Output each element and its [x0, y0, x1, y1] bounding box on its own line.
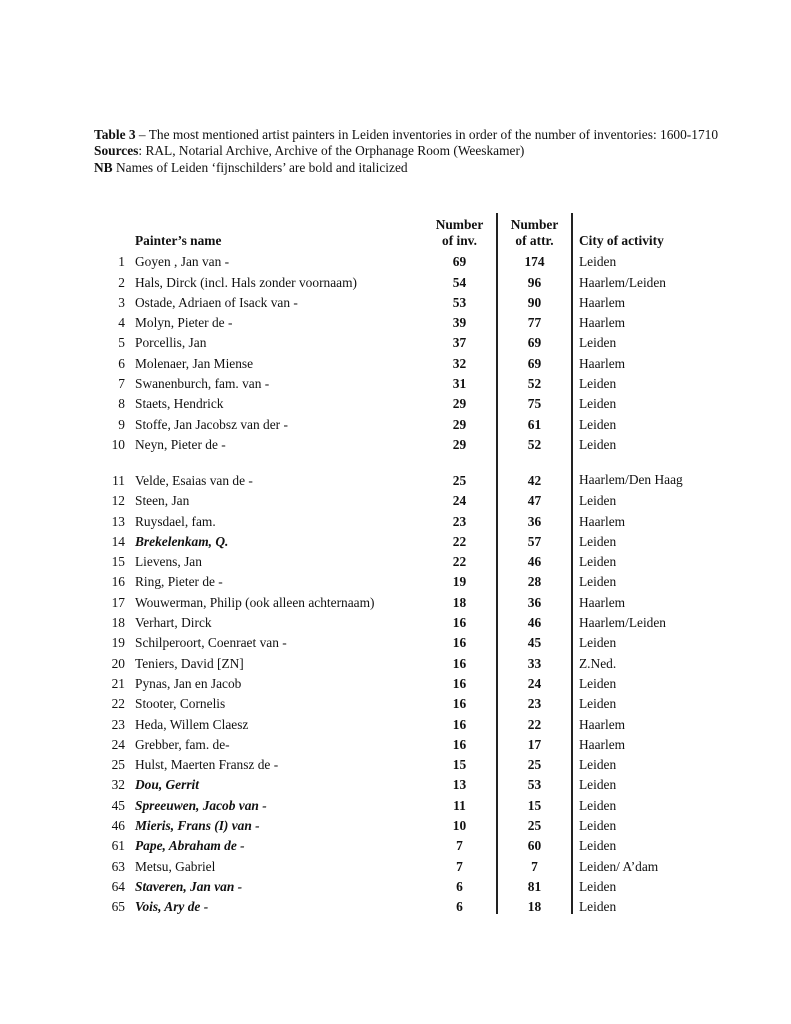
row-number-of-inv: 16 — [423, 610, 497, 630]
table-row — [100, 310, 719, 330]
row-city: Leiden/ A’dam — [579, 858, 659, 874]
row-painter-name: Velde, Esaias van de - — [135, 472, 253, 488]
table-row — [100, 894, 719, 914]
row-rank: 8 — [118, 396, 125, 412]
row-number-of-inv: 6 — [423, 874, 497, 894]
caption-sources-text: : RAL, Notarial Archive, Archive of the Orphanage Room (Weeskamer) — [138, 143, 525, 159]
row-number-of-inv: 7 — [423, 853, 497, 873]
row-painter-name: Pape, Abraham de - — [135, 838, 245, 854]
row-number-of-attr: 57 — [497, 529, 572, 549]
table-row — [100, 630, 719, 650]
row-painter-name: Teniers, David [ZN] — [135, 655, 244, 671]
row-rank: 1 — [118, 254, 125, 270]
row-painter-name: Stooter, Cornelis — [135, 696, 226, 712]
row-number-of-inv: 15 — [423, 752, 497, 772]
row-rank: 24 — [111, 736, 125, 752]
caption-sources-label: Sources — [94, 143, 139, 159]
row-rank: 46 — [111, 818, 125, 834]
row-number-of-attr: 81 — [497, 874, 572, 894]
row-painter-name: Ruysdael, fam. — [135, 513, 216, 529]
row-number-of-attr: 36 — [497, 508, 572, 528]
caption-table-text: – The most mentioned artist painters in Leiden inventories in order of the number of inventories: 1600-1710 — [135, 127, 719, 142]
row-number-of-inv: 13 — [423, 772, 497, 792]
table-row — [100, 772, 719, 792]
row-city: Leiden — [579, 635, 617, 651]
row-rank: 19 — [111, 635, 125, 651]
row-number-of-attr: 52 — [497, 432, 572, 452]
row-number-of-inv: 18 — [423, 589, 497, 609]
row-number-of-attr: 28 — [497, 569, 572, 589]
table-row — [100, 452, 719, 488]
row-number-of-inv: 31 — [423, 371, 497, 391]
row-rank: 15 — [111, 554, 125, 570]
row-rank: 10 — [111, 436, 125, 452]
row-city: Leiden — [579, 696, 617, 712]
row-number-of-attr: 36 — [497, 589, 572, 609]
row-rank: 63 — [111, 858, 125, 874]
row-painter-name: Stoffe, Jan Jacobsz van der - — [135, 416, 288, 432]
row-rank: 18 — [111, 615, 125, 631]
row-painter-name: Grebber, fam. de- — [135, 736, 230, 752]
row-painter-name: Staets, Hendrick — [135, 396, 224, 412]
row-city: Leiden — [579, 574, 617, 590]
row-number-of-attr: 96 — [497, 269, 572, 289]
row-rank: 3 — [118, 294, 125, 310]
table-row — [100, 432, 719, 452]
row-painter-name: Staveren, Jan van - — [135, 878, 243, 894]
row-city: Leiden — [579, 675, 617, 691]
table-row — [100, 732, 719, 752]
row-number-of-attr: 15 — [497, 792, 572, 812]
row-painter-name: Ring, Pieter de - — [135, 574, 223, 590]
painters-table-container — [100, 213, 719, 914]
table-row — [100, 671, 719, 691]
caption-table-label: Table 3 — [94, 127, 136, 142]
row-city: Leiden — [579, 757, 617, 773]
row-rank: 14 — [111, 533, 125, 549]
row-rank: 12 — [111, 493, 125, 509]
row-number-of-inv: 39 — [423, 310, 497, 330]
caption-nb-text: Names of Leiden ‘fijnschilders’ are bold and italicized — [112, 159, 408, 175]
row-rank: 21 — [111, 675, 125, 691]
row-rank: 5 — [118, 335, 125, 351]
row-rank: 4 — [118, 315, 125, 331]
table-caption — [94, 127, 734, 176]
row-city: Leiden — [579, 777, 617, 793]
row-number-of-attr: 69 — [497, 350, 572, 370]
table-row — [100, 529, 719, 549]
row-painter-name: Vois, Ary de - — [135, 899, 209, 915]
row-city: Leiden — [579, 818, 617, 834]
row-painter-name: Wouwerman, Philip (ook alleen achternaam) — [135, 594, 375, 610]
row-number-of-attr: 22 — [497, 711, 572, 731]
row-number-of-attr: 77 — [497, 310, 572, 330]
row-city: Leiden — [579, 416, 617, 432]
table-row — [100, 269, 719, 289]
row-rank: 22 — [111, 696, 125, 712]
table-row — [100, 549, 719, 569]
row-number-of-inv: 16 — [423, 630, 497, 650]
row-city: Haarlem/Leiden — [579, 274, 666, 290]
row-number-of-inv: 54 — [423, 269, 497, 289]
row-city: Leiden — [579, 493, 617, 509]
row-number-of-inv: 29 — [423, 432, 497, 452]
row-city: Leiden — [579, 376, 617, 392]
row-number-of-inv: 19 — [423, 569, 497, 589]
row-rank: 32 — [111, 777, 125, 793]
row-number-of-attr: 46 — [497, 610, 572, 630]
row-number-of-inv: 25 — [423, 452, 497, 488]
caption-nb-label: NB — [94, 159, 113, 175]
row-number-of-attr: 174 — [497, 249, 572, 269]
table-row — [100, 752, 719, 772]
row-painter-name: Mieris, Frans (I) van - — [135, 818, 260, 834]
row-number-of-inv: 11 — [423, 792, 497, 812]
row-city: Leiden — [579, 878, 617, 894]
row-city: Leiden — [579, 254, 617, 270]
row-number-of-inv: 29 — [423, 391, 497, 411]
row-number-of-inv: 16 — [423, 691, 497, 711]
row-rank: 11 — [112, 472, 125, 488]
row-painter-name: Porcellis, Jan — [135, 335, 207, 351]
row-rank: 45 — [111, 797, 125, 813]
row-city: Leiden — [579, 436, 617, 452]
row-painter-name: Lievens, Jan — [135, 554, 202, 570]
header-painter-name: Painter’s name — [135, 233, 222, 248]
row-painter-name: Brekelenkam, Q. — [135, 533, 229, 549]
row-rank: 20 — [111, 655, 125, 671]
row-number-of-inv: 23 — [423, 508, 497, 528]
table-header-row — [100, 213, 719, 249]
row-number-of-attr: 7 — [497, 853, 572, 873]
row-city: Haarlem — [579, 513, 626, 529]
row-number-of-attr: 18 — [497, 894, 572, 914]
row-city: Leiden — [579, 554, 617, 570]
row-rank: 6 — [118, 355, 125, 371]
row-painter-name: Steen, Jan — [135, 493, 190, 509]
painters-table — [100, 213, 719, 914]
header-number-of-inv — [423, 213, 497, 249]
row-city: Leiden — [579, 899, 617, 915]
row-number-of-attr: 60 — [497, 833, 572, 853]
header-inv-line2: of inv. — [442, 233, 477, 248]
row-rank: 17 — [111, 594, 125, 610]
row-painter-name: Molyn, Pieter de - — [135, 315, 233, 331]
row-number-of-inv: 22 — [423, 549, 497, 569]
row-city: Leiden — [579, 838, 617, 854]
row-number-of-attr: 25 — [497, 752, 572, 772]
row-number-of-attr: 46 — [497, 549, 572, 569]
row-painter-name: Swanenburch, fam. van - — [135, 376, 270, 392]
header-attr-line2: of attr. — [515, 233, 554, 248]
row-number-of-inv: 7 — [423, 833, 497, 853]
row-number-of-attr: 52 — [497, 371, 572, 391]
row-number-of-attr: 53 — [497, 772, 572, 792]
row-number-of-inv: 16 — [423, 711, 497, 731]
table-row — [100, 391, 719, 411]
row-painter-name: Heda, Willem Claesz — [135, 716, 249, 732]
row-number-of-inv: 53 — [423, 290, 497, 310]
row-rank: 61 — [111, 838, 125, 854]
table-row — [100, 508, 719, 528]
table-row — [100, 589, 719, 609]
row-number-of-inv: 69 — [423, 249, 497, 269]
row-number-of-inv: 22 — [423, 529, 497, 549]
table-row — [100, 610, 719, 630]
row-rank: 9 — [118, 416, 125, 432]
header-attr-line1: Number — [510, 217, 559, 232]
row-number-of-inv: 6 — [423, 894, 497, 914]
table-row — [100, 330, 719, 350]
row-city: Haarlem — [579, 716, 626, 732]
row-number-of-inv: 16 — [423, 671, 497, 691]
row-city: Haarlem — [579, 355, 626, 371]
row-painter-name: Ostade, Adriaen of Isack van - — [135, 294, 298, 310]
row-number-of-attr: 61 — [497, 411, 572, 431]
table-body — [100, 249, 719, 914]
row-rank: 64 — [111, 878, 125, 894]
row-painter-name: Hals, Dirck (incl. Hals zonder voornaam) — [135, 274, 357, 290]
table-row — [100, 350, 719, 370]
row-number-of-inv: 32 — [423, 350, 497, 370]
row-city: Haarlem — [579, 736, 626, 752]
row-city: Leiden — [579, 396, 617, 412]
table-row — [100, 488, 719, 508]
row-painter-name: Schilperoort, Coenraet van - — [135, 635, 287, 651]
row-number-of-attr: 23 — [497, 691, 572, 711]
table-row — [100, 249, 719, 269]
row-number-of-attr: 25 — [497, 813, 572, 833]
table-row — [100, 792, 719, 812]
row-painter-name: Neyn, Pieter de - — [135, 436, 226, 452]
row-rank: 2 — [118, 274, 125, 290]
table-row — [100, 833, 719, 853]
table-row — [100, 813, 719, 833]
row-painter-name: Metsu, Gabriel — [135, 858, 216, 874]
row-city: Z.Ned. — [579, 655, 617, 671]
row-number-of-attr: 69 — [497, 330, 572, 350]
row-rank: 7 — [118, 376, 125, 392]
row-painter-name: Molenaer, Jan Miense — [135, 355, 254, 371]
row-number-of-inv: 10 — [423, 813, 497, 833]
row-number-of-attr: 33 — [497, 650, 572, 670]
table-row — [100, 853, 719, 873]
row-city: Haarlem — [579, 594, 626, 610]
row-painter-name: Pynas, Jan en Jacob — [135, 675, 242, 691]
table-row — [100, 290, 719, 310]
table-row — [100, 691, 719, 711]
table-row — [100, 650, 719, 670]
table-row — [100, 569, 719, 589]
row-city: Haarlem — [579, 294, 626, 310]
row-number-of-attr: 90 — [497, 290, 572, 310]
row-painter-name: Hulst, Maerten Fransz de - — [135, 757, 279, 773]
row-number-of-inv: 16 — [423, 650, 497, 670]
table-row — [100, 371, 719, 391]
table-row — [100, 874, 719, 894]
row-number-of-attr: 45 — [497, 630, 572, 650]
row-rank: 25 — [111, 757, 125, 773]
row-number-of-attr: 17 — [497, 732, 572, 752]
row-painter-name: Goyen , Jan van - — [135, 254, 230, 270]
row-painter-name: Dou, Gerrit — [135, 777, 199, 793]
header-number-of-attr — [497, 213, 572, 249]
row-rank: 13 — [111, 513, 125, 529]
table-row — [100, 411, 719, 431]
row-number-of-inv: 37 — [423, 330, 497, 350]
row-number-of-inv: 24 — [423, 488, 497, 508]
row-painter-name: Spreeuwen, Jacob van - — [135, 797, 267, 813]
header-inv-line1: Number — [435, 217, 484, 232]
row-city: Haarlem/Leiden — [579, 615, 666, 631]
row-painter-name: Verhart, Dirck — [135, 615, 212, 631]
row-city: Haarlem/Den Haag — [579, 471, 683, 487]
row-rank: 23 — [111, 716, 125, 732]
row-city: Leiden — [579, 335, 617, 351]
header-rank — [100, 213, 135, 249]
row-number-of-attr: 47 — [497, 488, 572, 508]
row-number-of-attr: 75 — [497, 391, 572, 411]
row-number-of-inv: 29 — [423, 411, 497, 431]
row-number-of-attr: 42 — [497, 452, 572, 488]
header-city: City of activity — [579, 233, 664, 248]
table-row — [100, 711, 719, 731]
row-city: Leiden — [579, 797, 617, 813]
row-number-of-attr: 24 — [497, 671, 572, 691]
row-rank: 65 — [111, 899, 125, 915]
row-number-of-inv: 16 — [423, 732, 497, 752]
row-city: Haarlem — [579, 315, 626, 331]
row-rank: 16 — [111, 574, 125, 590]
row-city: Leiden — [579, 533, 617, 549]
